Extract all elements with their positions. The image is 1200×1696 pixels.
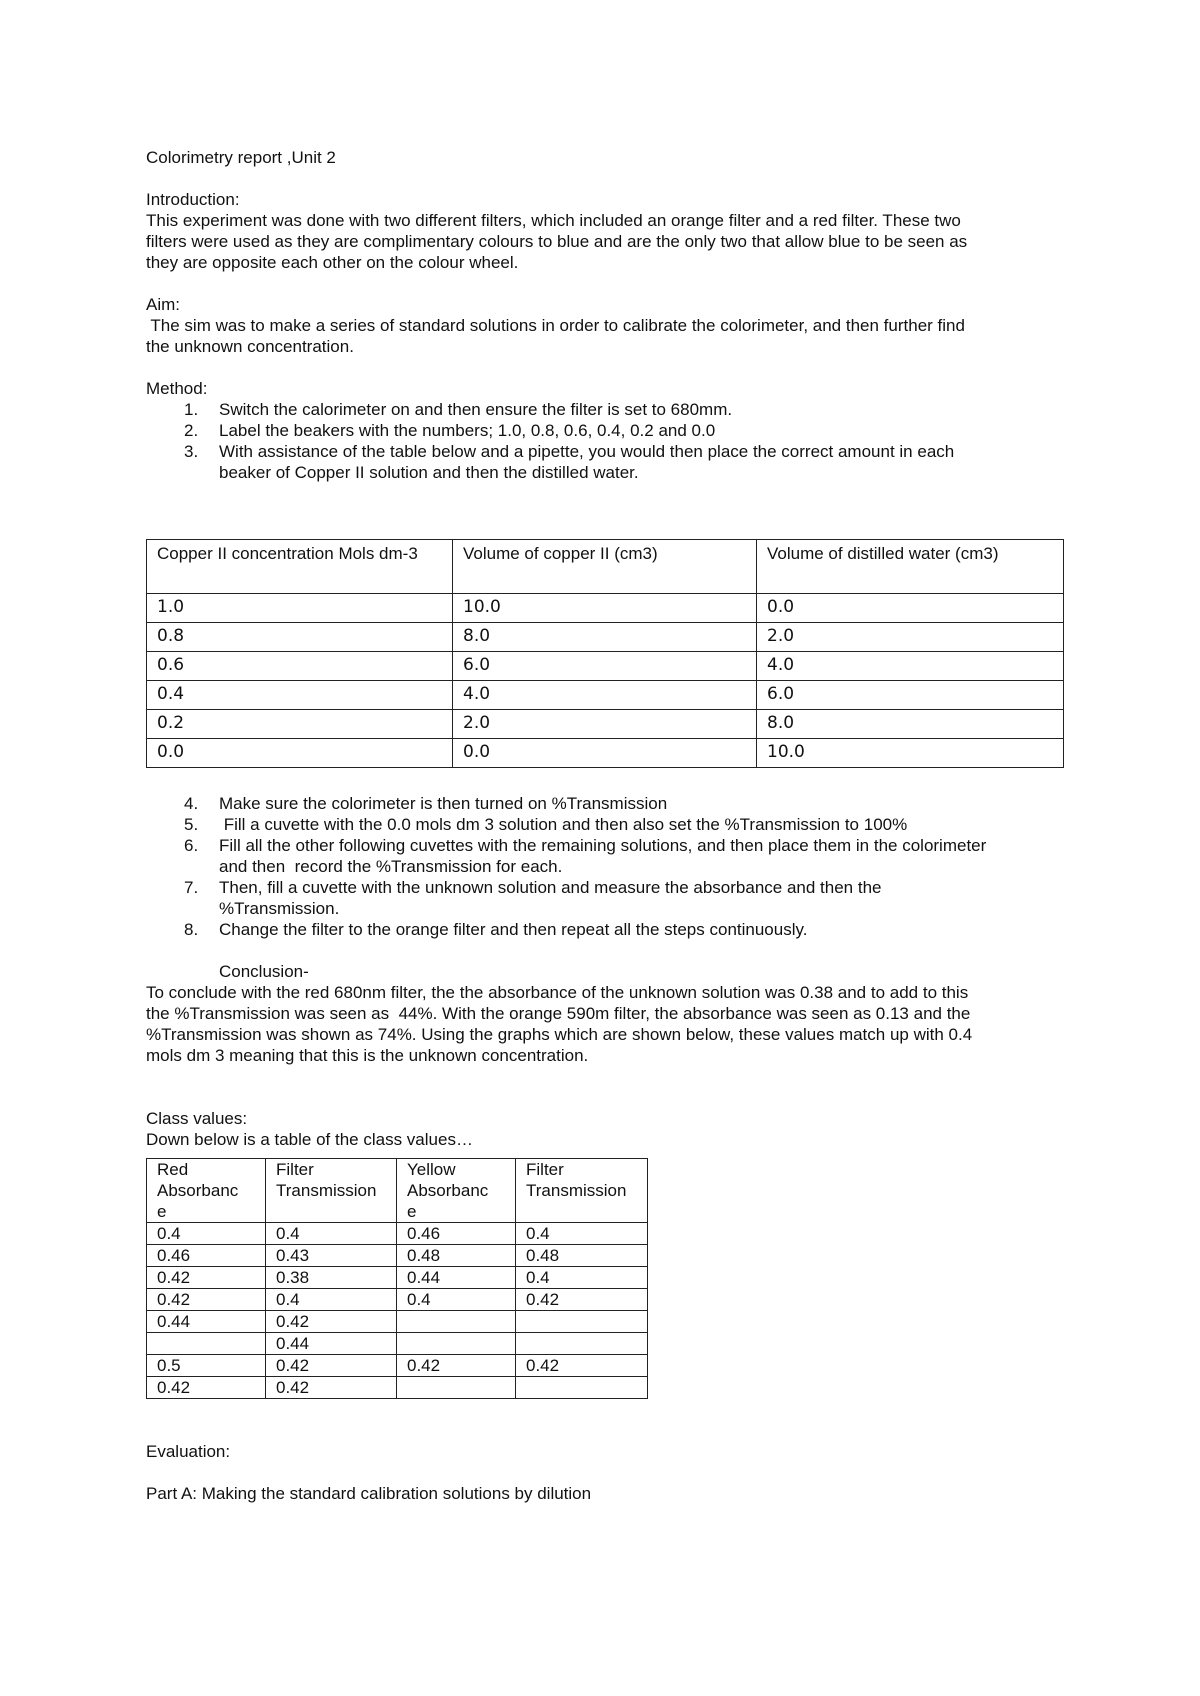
table-cell: 4.0 (453, 681, 757, 710)
method-steps-continued (146, 793, 1066, 940)
conclusion-line: the %Transmission was seen as 44%. With the orange 590m filter, the absorbance was seen as 0.13 and the (146, 1004, 971, 1023)
table-cell: 4.0 (757, 652, 1064, 681)
table-cell: 0.42 (266, 1377, 397, 1399)
table-row (147, 1377, 648, 1399)
table-header-cell: Volume of distilled water (cm3) (757, 540, 1064, 594)
table-header-cell: Yellow Absorbanc e (397, 1159, 516, 1223)
table-header-cell: Filter Transmission (516, 1159, 648, 1223)
intro-line: filters were used as they are complimentary colours to blue and are the only two that allow blue to be seen as (146, 232, 968, 251)
table-cell: 0.38 (266, 1267, 397, 1289)
table-cell (516, 1377, 648, 1399)
table-cell: 0.42 (266, 1311, 397, 1333)
method-heading: Method: (146, 379, 208, 398)
table-cell: 0.48 (397, 1245, 516, 1267)
table-header-cell: Filter Transmission (266, 1159, 397, 1223)
table-cell: 0.44 (147, 1311, 266, 1333)
table-header-row (147, 540, 1064, 594)
table-cell: 10.0 (757, 739, 1064, 768)
conclusion-heading: Conclusion- (219, 962, 309, 981)
table-cell: 0.4 (266, 1223, 397, 1245)
table-cell: 0.5 (147, 1355, 266, 1377)
table-cell: 0.44 (397, 1267, 516, 1289)
method-step: 3. With assistance of the table below and a pipette, you would then place the correct amount in each beaker of Copper II solution and then the distilled water. (184, 442, 955, 482)
table-cell: 0.4 (147, 1223, 266, 1245)
class-values-table (146, 1158, 648, 1399)
conclusion-line: mols dm 3 meaning that this is the unknown concentration. (146, 1046, 589, 1065)
table-cell: 0.4 (516, 1267, 648, 1289)
intro-line: they are opposite each other on the colour wheel. (146, 253, 519, 272)
table-cell: 1.0 (147, 594, 453, 623)
method-step: 6. Fill all the other following cuvettes with the remaining solutions, and then place them in the colorimeter and then record the %Transmission for each. (184, 836, 987, 876)
aim-line: The sim was to make a series of standard solutions in order to calibrate the colorimeter, and then further find (146, 316, 965, 335)
table-cell: 0.42 (147, 1267, 266, 1289)
table-cell: 0.43 (266, 1245, 397, 1267)
aim-line: the unknown concentration. (146, 337, 354, 356)
table-cell (397, 1377, 516, 1399)
table-cell (397, 1333, 516, 1355)
dilution-table (146, 539, 1064, 768)
table-row (147, 652, 1064, 681)
conclusion-line: To conclude with the red 680nm filter, the the absorbance of the unknown solution was 0.38 and to add to this (146, 983, 969, 1002)
table-cell: 0.2 (147, 710, 453, 739)
table-cell: 0.6 (147, 652, 453, 681)
table-cell: 0.46 (147, 1245, 266, 1267)
table-cell: 8.0 (453, 623, 757, 652)
table-cell: 0.46 (397, 1223, 516, 1245)
conclusion-line: %Transmission was shown as 74%. Using the graphs which are shown below, these values match up with 0.4 (146, 1025, 973, 1044)
table-cell: 0.0 (147, 739, 453, 768)
document-title: Colorimetry report ,Unit 2 (146, 148, 336, 167)
table-row (147, 623, 1064, 652)
table-cell: 2.0 (453, 710, 757, 739)
table-row (147, 1245, 648, 1267)
table-cell: 0.8 (147, 623, 453, 652)
table-cell (397, 1311, 516, 1333)
table-cell: 0.0 (453, 739, 757, 768)
class-values-subheading: Down below is a table of the class values… (146, 1130, 473, 1149)
table-row (147, 1289, 648, 1311)
intro-heading: Introduction: (146, 190, 240, 209)
table-cell: 8.0 (757, 710, 1064, 739)
table-cell (516, 1311, 648, 1333)
table-row (147, 1355, 648, 1377)
table-header-cell: Volume of copper II (cm3) (453, 540, 757, 594)
method-step: 2. Label the beakers with the numbers; 1.0, 0.8, 0.6, 0.4, 0.2 and 0.0 (184, 421, 716, 440)
table-cell: 0.42 (147, 1377, 266, 1399)
table-cell: 0.42 (516, 1355, 648, 1377)
method-step: 4. Make sure the colorimeter is then turned on %Transmission (184, 794, 668, 813)
table-row (147, 681, 1064, 710)
table-row (147, 739, 1064, 768)
table-cell (147, 1333, 266, 1355)
table-cell: 0.4 (516, 1223, 648, 1245)
table-cell: 0.0 (757, 594, 1064, 623)
method-step: 7. Then, fill a cuvette with the unknown solution and measure the absorbance and then the %Transmission. (184, 878, 882, 918)
table-cell: 0.42 (147, 1289, 266, 1311)
table-cell: 0.4 (147, 681, 453, 710)
table-cell: 0.42 (266, 1355, 397, 1377)
document-page (146, 147, 1066, 1504)
table-row (147, 1311, 648, 1333)
table-cell: 0.4 (397, 1289, 516, 1311)
aim-heading: Aim: (146, 295, 180, 314)
table-row (147, 1223, 648, 1245)
method-step: 1. Switch the calorimeter on and then ensure the filter is set to 680mm. (184, 400, 733, 419)
table-header-row (147, 1159, 648, 1223)
table-cell: 10.0 (453, 594, 757, 623)
table-cell: 6.0 (757, 681, 1064, 710)
table-header-cell: Copper II concentration Mols dm-3 (147, 540, 453, 594)
table-row (147, 1267, 648, 1289)
table-cell: 2.0 (757, 623, 1064, 652)
table-cell: 0.4 (266, 1289, 397, 1311)
evaluation-heading: Evaluation: (146, 1442, 231, 1461)
method-step: 5. Fill a cuvette with the 0.0 mols dm 3 solution and then also set the %Transmission to 100% (184, 815, 908, 834)
method-steps (146, 399, 1066, 483)
evaluation-part-a: Part A: Making the standard calibration solutions by dilution (146, 1484, 592, 1503)
table-cell: 6.0 (453, 652, 757, 681)
intro-line: This experiment was done with two different filters, which included an orange filter and a red filter. These two (146, 211, 961, 230)
class-values-heading: Class values: (146, 1109, 248, 1128)
table-row (147, 1333, 648, 1355)
table-cell (516, 1333, 648, 1355)
table-cell: 0.48 (516, 1245, 648, 1267)
table-cell: 0.42 (516, 1289, 648, 1311)
table-row (147, 594, 1064, 623)
table-cell: 0.44 (266, 1333, 397, 1355)
method-step: 8. Change the filter to the orange filter and then repeat all the steps continuously. (184, 920, 808, 939)
table-row (147, 710, 1064, 739)
table-cell: 0.42 (397, 1355, 516, 1377)
table-header-cell: Red Absorbanc e (147, 1159, 266, 1223)
